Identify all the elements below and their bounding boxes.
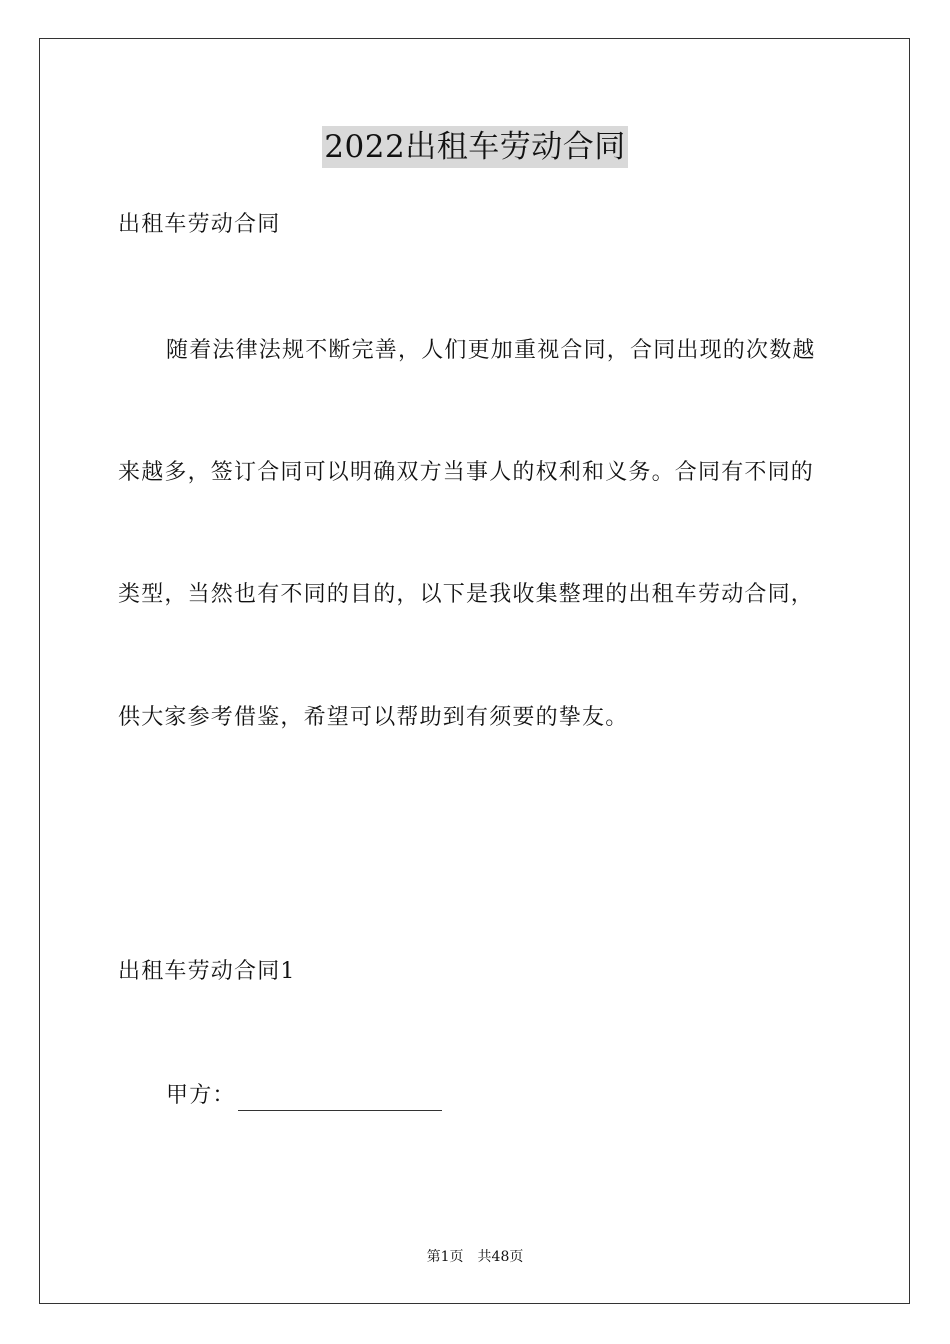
document-title: 2022出租车劳动合同 (322, 126, 627, 168)
party-a-label: 甲方： (166, 1083, 236, 1108)
party-a-row (166, 1081, 442, 1111)
intro-line-3: 类型，当然也有不同的目的，以下是我收集整理的出租车劳动合同， (118, 582, 815, 607)
page-total: 共48页 (477, 1249, 524, 1265)
document-subtitle: 出租车劳动合同 (118, 212, 281, 237)
page-number: 第1页 (426, 1249, 464, 1265)
title-container (0, 126, 950, 168)
party-a-blank-line (238, 1088, 442, 1111)
section-heading: 出租车劳动合同1 (118, 959, 296, 984)
intro-line-4: 供大家参考借鉴，希望可以帮助到有须要的挚友。 (118, 705, 629, 730)
intro-line-1: 随着法律法规不断完善，人们更加重视合同，合同出现的次数越 (166, 338, 816, 363)
page-footer (0, 1247, 950, 1267)
intro-line-2: 来越多，签订合同可以明确双方当事人的权利和义务。合同有不同的 (118, 460, 815, 485)
